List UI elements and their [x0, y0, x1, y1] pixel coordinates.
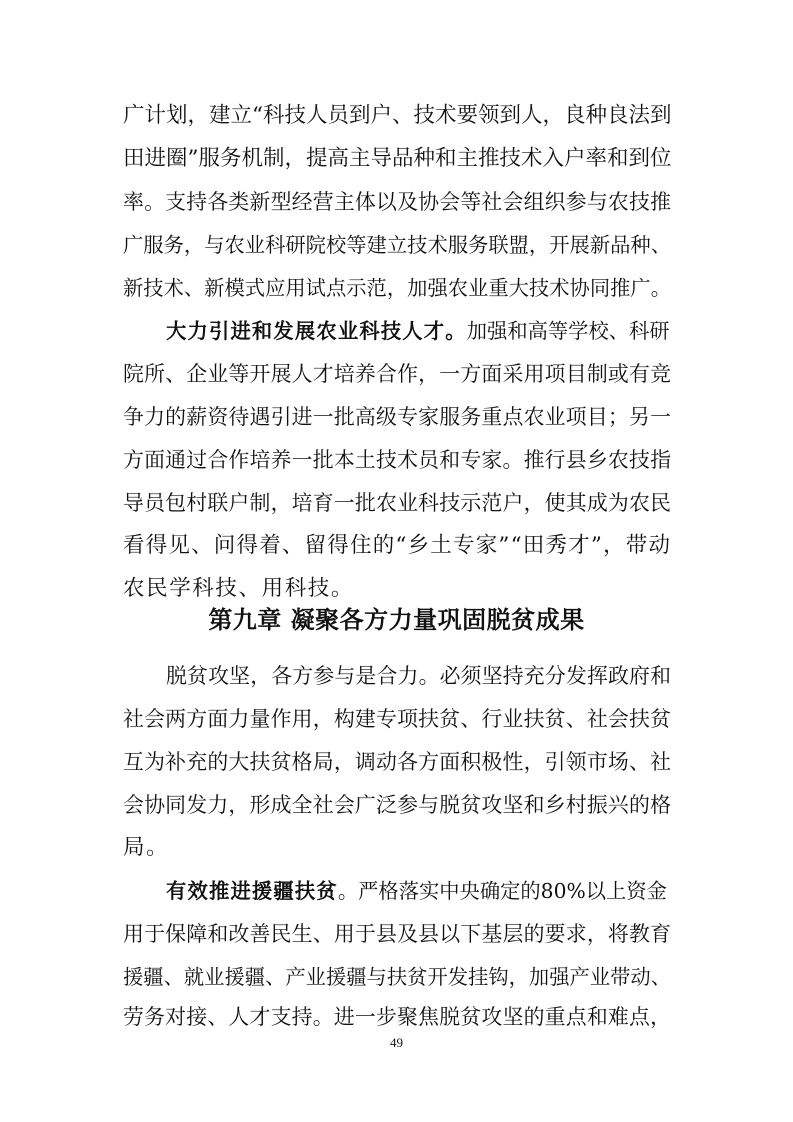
paragraph-line: 广服务，与农业科研院校等建立技术服务联盟，开展新品种、 — [123, 233, 671, 257]
paragraph-line: 局。 — [123, 835, 170, 860]
paragraph-line: 争力的薪资待遇引进一批高级专家服务重点农业项目；另一 — [123, 405, 671, 429]
paragraph-line: 田进圈”服务机制，提高主导品种和主推技术入户率和到位 — [123, 146, 672, 171]
paragraph-line: 农民学科技、用科技。 — [123, 576, 355, 601]
paragraph-text: 加强和高等学校、科研 — [466, 319, 670, 343]
paragraph-line: 会协同发力，形成全社会广泛参与脱贫攻坚和乡村振兴的格 — [123, 793, 671, 817]
paragraph-line: 劳务对接、人才支持。进一步聚焦脱贫攻坚的重点和难点， — [123, 1005, 671, 1029]
paragraph-text: 。严格落实中央确定的80%以上资金 — [337, 879, 667, 903]
paragraph-heading: 有效推进援疆扶贫 — [166, 879, 338, 903]
paragraph-first-line — [166, 876, 671, 906]
paragraph-first-line: 脱贫攻坚，各方参与是合力。必须坚持充分发挥政府和 — [166, 664, 671, 688]
paragraph-line: 社会两方面力量作用，构建专项扶贫、行业扶贫、社会扶贫 — [123, 707, 671, 731]
paragraph-line: 院所、企业等开展人才培养合作，一方面采用项目制或有竞 — [123, 362, 671, 386]
paragraph-line: 用于保障和改善民生、用于县及县以下基层的要求，将教育 — [123, 922, 671, 946]
paragraph-first-line — [166, 316, 671, 346]
paragraph-line: 率。支持各类新型经营主体以及协会等社会组织参与农技推 — [123, 190, 671, 214]
paragraph-line: 新技术、新模式应用试点示范，加强农业重大技术协同推广。 — [123, 276, 671, 300]
paragraph-line: 援疆、就业援疆、产业援疆与扶贫开发挂钩，加强产业带动、 — [123, 965, 671, 989]
paragraph-line: 看得见、问得着、留得住的“乡土专家”“田秀才”，带动 — [123, 533, 672, 558]
paragraph-heading: 大力引进和发展农业科技人才。 — [166, 319, 467, 343]
paragraph-line: 导员包村联户制，培育一批农业科技示范户，使其成为农民 — [123, 491, 671, 515]
chapter-title: 第九章 凝聚各方力量巩固脱贫成果 — [208, 606, 585, 634]
page-number: 49 — [390, 1035, 403, 1050]
paragraph-line: 广计划，建立“科技人员到户、技术要领到人，良种良法到 — [123, 103, 672, 128]
paragraph-line: 方面通过合作培养一批本土技术员和专家。推行县乡农技指 — [123, 448, 671, 472]
paragraph-line: 互为补充的大扶贫格局，调动各方面积极性，引领市场、社 — [123, 750, 671, 774]
